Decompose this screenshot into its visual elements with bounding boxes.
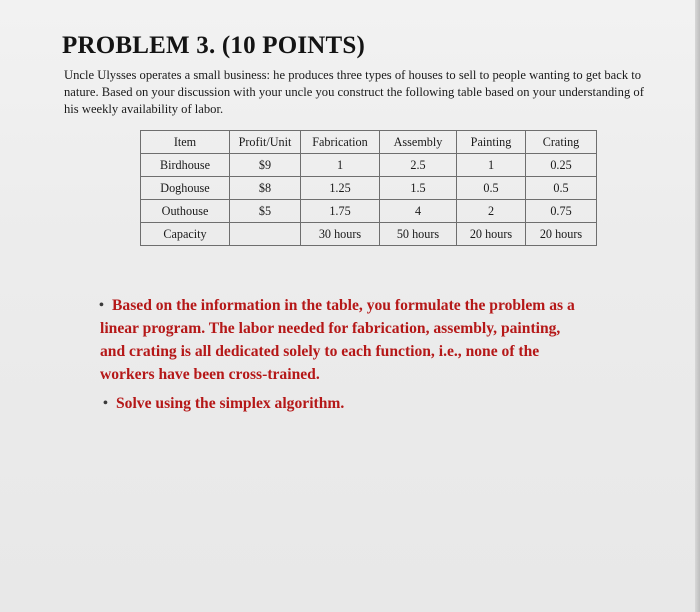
table-cell: $5 xyxy=(230,200,301,223)
table-cell: 1.75 xyxy=(301,200,380,223)
problem-title: PROBLEM 3. (10 POINTS) xyxy=(62,32,366,59)
table-cell: $8 xyxy=(230,177,301,200)
table-cell: Doghouse xyxy=(141,177,230,200)
table-cell: 4 xyxy=(380,200,457,223)
table-cell: 0.5 xyxy=(526,177,597,200)
table-row xyxy=(141,177,597,200)
labor-table xyxy=(140,130,597,246)
bullet-line: linear program. The labor needed for fabrication, assembly, painting, xyxy=(100,320,561,337)
table-row xyxy=(141,200,597,223)
bullet-line: and crating is all dedicated solely to each function, i.e., none of the xyxy=(100,343,540,360)
bullet-icon: • xyxy=(103,396,108,411)
table-cell: 1 xyxy=(457,154,526,177)
table-cell: 0.5 xyxy=(457,177,526,200)
table-cell: 1.5 xyxy=(380,177,457,200)
intro-line: nature. Based on your discussion with your uncle you construct the following table based on your understanding of xyxy=(64,85,644,99)
table-cell: Outhouse xyxy=(141,200,230,223)
instructions xyxy=(100,294,660,421)
table-cell xyxy=(230,223,301,246)
page-edge xyxy=(695,0,700,612)
table-cell: 2.5 xyxy=(380,154,457,177)
bullet-line: Solve using the simplex algorithm. xyxy=(116,395,345,412)
header-profit: Profit/Unit xyxy=(230,131,301,154)
header-fabrication: Fabrication xyxy=(301,131,380,154)
table-row xyxy=(141,154,597,177)
table-row xyxy=(141,223,597,246)
table-cell: $9 xyxy=(230,154,301,177)
header-assembly: Assembly xyxy=(380,131,457,154)
table-header-row xyxy=(141,131,597,154)
table-cell: 20 hours xyxy=(526,223,597,246)
table-cell: 1 xyxy=(301,154,380,177)
header-painting: Painting xyxy=(457,131,526,154)
header-item: Item xyxy=(141,131,230,154)
problem-intro xyxy=(64,67,664,118)
table-cell: Capacity xyxy=(141,223,230,246)
bullet-icon: • xyxy=(99,298,104,313)
table-cell: 20 hours xyxy=(457,223,526,246)
header-crating: Crating xyxy=(526,131,597,154)
intro-line: Uncle Ulysses operates a small business: he produces three types of houses to sell to people wanting to get back to xyxy=(64,68,642,82)
table-cell: 30 hours xyxy=(301,223,380,246)
table-cell: 50 hours xyxy=(380,223,457,246)
bullet-solve xyxy=(100,392,660,415)
intro-line: his weekly availability of labor. xyxy=(64,102,224,116)
bullet-line: Based on the information in the table, you formulate the problem as a xyxy=(112,297,575,314)
bullet-formulate xyxy=(100,294,660,386)
table-cell: 0.75 xyxy=(526,200,597,223)
table-cell: 0.25 xyxy=(526,154,597,177)
table-cell: 2 xyxy=(457,200,526,223)
bullet-line: workers have been cross-trained. xyxy=(100,366,320,383)
table-cell: Birdhouse xyxy=(141,154,230,177)
table-cell: 1.25 xyxy=(301,177,380,200)
